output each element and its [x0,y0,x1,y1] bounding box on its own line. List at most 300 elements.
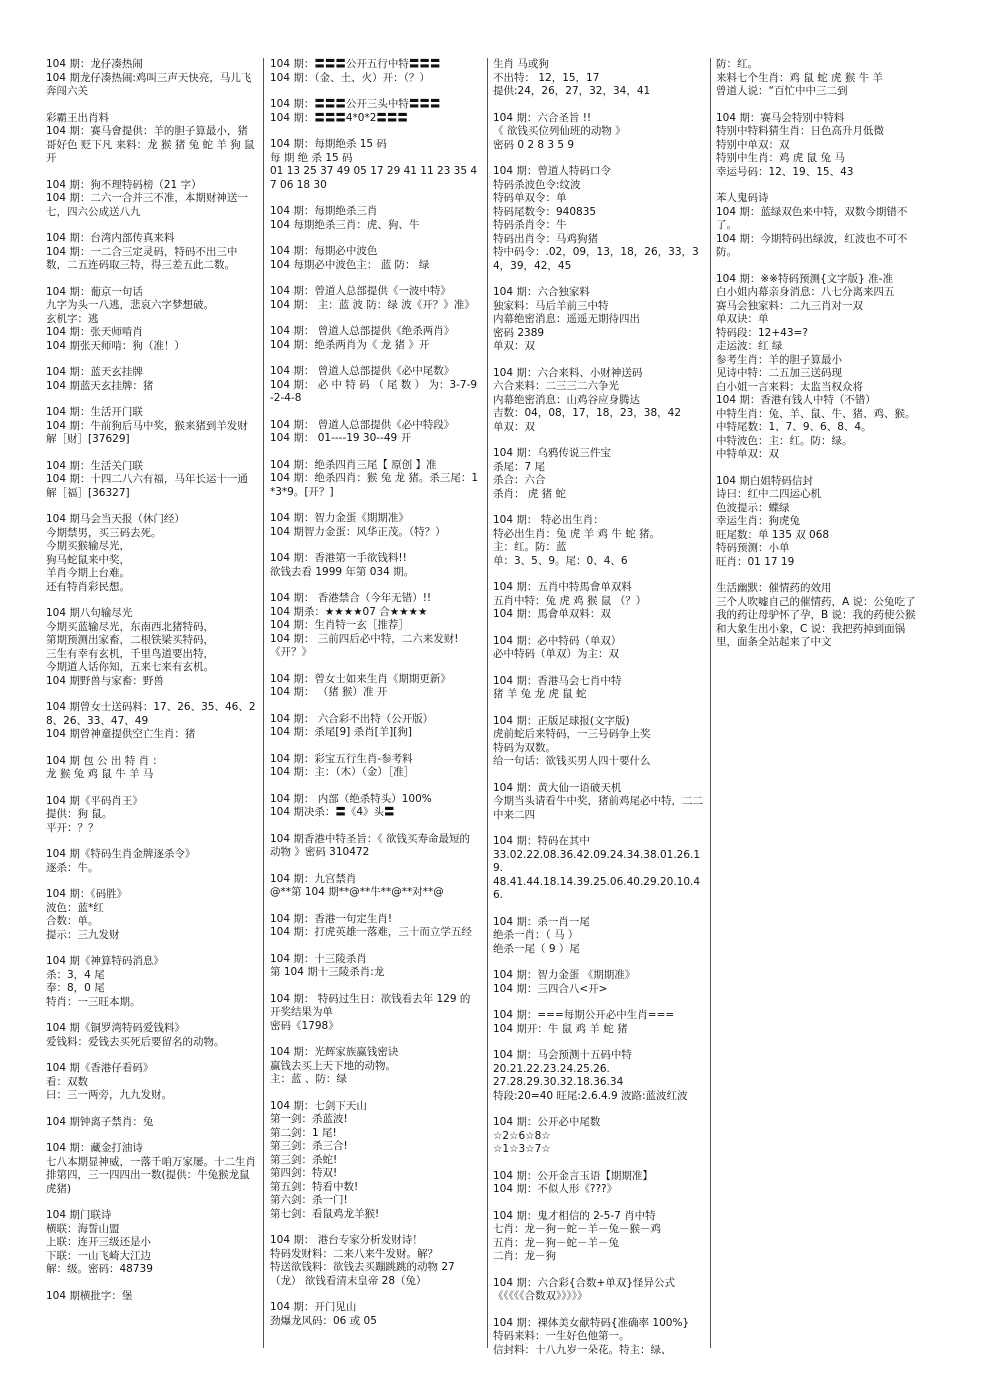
text-line: 104 期：香港第一手欲钱料!! [270,552,407,564]
text-block [493,715,703,769]
text-line: 特码出肖令：马鸡狗猪 [493,232,598,245]
text-line: 绝杀一尾（ 9 ）尾 [493,942,580,955]
text-line: 生活幽默：催情药的效用 [716,582,832,594]
text-line: 绝杀一肖：（ 马 ） [493,929,579,941]
text-block [270,592,480,660]
text-line: 104 期：〓〓〓公开五行中特〓〓〓 [270,58,441,70]
text-line: 104 期：每期绝杀 15 码 [270,138,387,150]
text-line: 104 期：每期绝杀三肖 [270,205,378,217]
text-line: 104 期《特码生肖金牌逐杀令》 [46,848,196,860]
text-line: 104 期开：牛 鼠 鸡 羊 蛇 猪 [493,1022,628,1035]
text-line: 104 期： 曾道人总部提供《必中尾数》 [270,365,455,377]
text-block [270,512,480,539]
text-line: ☆1☆3☆7☆ [493,1143,551,1155]
text-line: 独家料：马后羊前三中特 [493,299,609,312]
text-line: 104 每期必中波色主： 蓝 防： 绿 [270,258,430,271]
text-line: 提供:24，26，27，32，34，41 [493,85,651,97]
text-line: 104 期《香港仔看码》 [46,1062,154,1074]
text-block [493,969,703,996]
text-line: 幸运号码：12、19、15、43 [716,165,854,178]
text-block [270,673,480,700]
text-line: 104 期： （猪 猴）准 开 [270,686,388,698]
text-line: 104 期野兽与家畜：野兽 [46,674,164,687]
text-block [46,795,256,836]
text-block [493,367,703,435]
text-block [493,635,703,662]
text-line: 单双诀：单 [716,313,769,325]
text-line: 104 期：十三陵杀肖 [270,952,367,965]
text-line: 第三剑：杀蛇! [270,1153,338,1166]
text-line: 参考生肖：羊的胆子算最小 [716,353,842,366]
text-block [493,1317,703,1358]
text-line: 104 期：十四二八六有福，马年长运十一通 [46,473,248,485]
text-block [46,1142,256,1196]
text-block [493,1116,703,1157]
text-line: 密码 0 2 8 3 5 9 [493,138,575,151]
text-line: 《《《《《合数双》》》》》 [493,1290,588,1302]
column-divider [487,58,488,1348]
text-block [46,286,256,354]
text-line: 中特单双：双 [716,448,779,460]
text-block [270,138,480,192]
column-2 [270,58,480,1341]
text-line: 不出特： 12，15，17 [493,71,600,84]
text-line: 104 期：赛马会特别中特料 [716,111,845,124]
text-line: 104 期： 特必出生肖： [493,514,604,526]
text-line: 内幕绝密消息：山鸡谷应身腾达 [493,393,640,406]
text-line: 提示：三九发财 [46,928,120,941]
text-line: 104 期八句输尽光 [46,607,133,619]
text-block [46,513,256,594]
text-line: 104 期：绝杀四肖三尾【 原创 】准 [270,458,437,471]
text-line: 104 期决杀：〓《4》头〓 [270,806,395,818]
text-block [270,365,480,406]
text-line: 104 期龙仔凑热闹:鸡叫三声天快亮，马儿飞奔闯六关 [46,71,252,97]
text-line: 中特尾数：1、7、9、6、8、4。 [716,421,872,433]
text-line: 中特生肖：兔、羊、鼠、牛、猪、鸡、猴。 [716,407,916,420]
text-line: 104 期：生肖特一玄［推荐］ [270,619,409,631]
text-line: 20.21.22.23.24.25.26. [493,1062,610,1075]
text-line: 劲爆龙风码：06 或 05 [270,1314,377,1327]
text-line: 特别中特料猜生肖：日色高升月低微 [716,125,884,137]
text-line: 104 期：鬼才相信的 2-5-7 肖中特 [493,1209,656,1222]
text-block [270,1234,480,1288]
text-block [46,406,256,447]
text-line: 特码尾数令：940835 [493,205,597,218]
text-line: 猪 羊 兔 龙 虎 鼠 蛇 [493,688,587,700]
text-line: 104 期：七剑下天山 [270,1099,367,1112]
text-line: 生肖 马或狗 [493,58,549,70]
text-line: 信封料：十八九岁一朵花。特主：绿、 [493,1343,672,1356]
text-line: 104 期：绝杀四肖：猴 兔 龙 猪。杀三尾：1*3*9。[开？] [270,472,479,498]
text-line: 七八本期显神威，一落千咱万家屡。十二生肖排第四，三一四四出一数(提供：牛兔猴龙鼠虎猪) [46,1155,256,1195]
text-line: 特码杀波色令:纹波 [493,178,581,191]
column-divider [263,58,264,1348]
text-line: 104 期：六合来料、小财神送码 [493,366,643,379]
text-line: 第二剑：1 尾! [270,1126,337,1139]
text-line: 今期买猴输尽光， [46,540,130,552]
text-block [493,514,703,568]
text-block [493,1009,703,1036]
text-line: 主：蓝 、防：绿 [270,1073,347,1085]
text-block [46,848,256,875]
text-block [493,286,703,354]
text-line: 三生有幸有玄机，千里鸟道要出特， [46,647,214,660]
text-block [46,888,256,942]
text-line: 内幕绝密消息：遥遥无期待四出 [493,313,640,325]
text-line: 特码单双令：单 [493,192,567,204]
text-block [270,205,480,232]
text-line: 特码来料：一生好色他第一。 [493,1330,630,1342]
text-line: 104 期：蓝绿双色来中特，双数今期错不了。 [716,205,908,231]
column-divider [710,58,711,1348]
text-line: 104 期杀：★★★★07 合★★★★ [270,605,428,618]
text-line: 合数：单。 [46,915,99,927]
text-block [270,993,480,1034]
text-line: 特码为双数。 [493,741,556,754]
text-line: 104 期： 曾道人总部提供《必中特段》 [270,418,455,431]
text-line: 《 欲钱买位列仙班的动物 》 [493,125,626,137]
text-line: 特肖：一三旺本期。 [46,995,141,1008]
text-line: 104 期：《码胜》 [46,888,128,900]
text-line: 104 期曾神童提供空亡生肖：猪 [46,728,196,740]
text-line: 104 期： 01----19 30--49 开 [270,432,412,444]
text-line: 104 期：藏金打油诗 [46,1142,143,1154]
text-block [46,58,256,99]
text-line: 104 期：曾道人总部提供《一波中特》 [270,285,451,297]
text-line: 33.02.22.08.36.42.09.24.34.38.01.26.19. [493,848,701,874]
text-line: 104 期： 六合彩不出特（公开版） [270,712,434,725]
text-line: 特码杀肖令：牛 [493,219,567,231]
text-line: 104 期：每期必中波色 [270,245,378,257]
text-line: 104 期张天师啃：狗（准！） [46,339,185,352]
text-block [46,955,256,1009]
text-line: 104 期横批字：堡 [46,1289,133,1302]
text-line: 104 期：馬會单双料：双 [493,608,611,620]
text-line: 今期当头请看牛中奖，猪前鸡尾必中特，二二中来二四 [493,795,703,821]
text-block [493,112,703,153]
text-block [493,1277,703,1304]
text-line: 104 期白姐特码信封 [716,474,813,487]
text-block [270,245,480,272]
text-line: 104 期：〓〓〓4*0*2〓〓〓 [270,111,408,124]
text-line: 104 期：马会预测十五码中特 [493,1049,632,1061]
text-line: 104 期：智力金蛋《期期准》 [270,512,409,524]
text-line: 104 期： 特码过生日：欲钱看去年 129 的开奖结果为单 [270,992,471,1018]
text-block [46,1022,256,1049]
text-line: 今期禁男，买三码去死。 [46,526,162,539]
text-line: 104 期：智力金蛋 《期期准》 [493,969,636,981]
text-line: 来料七个生肖：鸡 鼠 蛇 虎 猴 牛 羊 [716,71,884,84]
text-line: 104 期： 港台专家分析发财诗！ [270,1234,423,1246]
text-line: 七肖：龙－狗－蛇－羊－兔－猴－鸡 [493,1223,661,1235]
text-line: 特码段：12+43=? [716,326,808,339]
text-line: 单双：双 [493,340,535,352]
text-line: 104 期： 曾道人总部提供《绝杀两肖》 [270,325,455,337]
text-line: 104 期：不似人形《???》 [493,1183,618,1195]
text-line: 虎前蛇后来特码，一三号码争上奖 [493,728,651,740]
text-line: 104 期： 必 中 特 码 （ 尾 数 ） 为：3-7-9-2-4-8 [270,378,478,404]
text-line: 爱钱料：爱钱去买死后要留名的动物。 [46,1035,225,1048]
text-block [270,98,480,125]
text-line: 104 期：生活关门联 [46,459,143,472]
text-line: 赛马会独家料：二九三肖对一双 [716,299,863,312]
text-block [493,581,703,622]
text-line: 104 期：黄大仙一语破天机 [493,781,622,794]
text-line: 104 期：五肖中特馬會单双料 [493,581,632,593]
text-line: 特别中生肖：鸡 虎 鼠 兔 马 [716,152,845,164]
text-line: 104 期：杀尾[9] 杀肖[羊][狗] [270,726,412,738]
text-line: 104 期 包 公 出 特 肖 ： [46,754,163,767]
text-line: 第期预测出家畜，二根铁梁买特码， [46,634,214,646]
text-block [716,58,926,99]
text-line: 104 期：今期特码出绿波，红波也不可不防。 [716,232,908,258]
text-line: 狗马蛇鼠来中奖， [46,553,130,566]
text-block [270,58,480,85]
text-line: 波色：蓝*红 [46,901,104,914]
text-line: 104 期：===每期公开必中生肖=== [493,1009,675,1021]
text-line: 走运波：红 绿 [716,340,783,352]
text-block [270,459,480,500]
text-line: 104 期：裸体美女献特码{准确率 100%} [493,1316,690,1329]
text-line: 104 期：曾道人特码口令 [493,165,611,177]
text-line: 解［财］[37629] [46,433,130,445]
text-line: 第四剑：特双! [270,1167,338,1179]
text-block [270,913,480,940]
text-line: 104 期：龙仔凑热闹 [46,58,143,70]
text-line: 还有特肖彩民想。 [46,580,130,593]
text-block [46,460,256,501]
text-block [493,165,703,273]
text-block [493,835,703,903]
text-block [46,1116,256,1130]
text-line: 48.41.44.18.14.39.25.06.40.29.20.10.46. [493,875,701,901]
text-line: 27.28.29.30.32.18.36.34 [493,1076,624,1088]
text-line: 104 期：开门见山 [270,1301,357,1313]
text-line: 104 期《铜罗湾特码爱钱料》 [46,1022,185,1034]
text-line: 五肖：龙－狗－蛇－羊－兔 [493,1236,619,1249]
text-line: 特段:20=40 旺尾:2.6.4.9 波路:蓝波红波 [493,1089,688,1102]
text-line: 104 期：杀一肖一尾 [493,915,590,928]
text-line: 今期买蓝输尽光，东南西北猪特码， [46,620,214,633]
text-line: 104 期《平码肖王》 [46,794,143,807]
text-block [493,1170,703,1197]
text-block [270,753,480,780]
text-line: 104 期：公开必中尾数 [493,1116,601,1128]
text-block [716,112,926,180]
text-line: 曾道人说：“百忙中中三二到 [716,85,848,97]
text-line: 特别中单双：双 [716,138,790,151]
text-line: 单双：双 [493,420,535,433]
text-block [46,607,256,688]
text-line: 九字为头一八逃，悲哀六字梦想破。 [46,299,214,311]
text-line: 彩霸王出肖料 [46,111,109,124]
text-line: 旺尾数：单 135 双 068 [716,528,830,541]
text-line: 杀尾：7 尾 [493,460,546,473]
text-line: 杀肖： 虎 猪 蛇 [493,487,567,500]
text-line: 色波提示：蝶绿 [716,501,790,514]
text-line: 防：红。 [716,58,758,70]
text-line: 104 期：葡京一句话 [46,285,143,298]
text-line: 主：红。防：蓝 [493,541,567,553]
text-line: 欲钱去看 1999 年第 034 期。 [270,565,415,578]
text-line: 104 期钟离子禁肖：兔 [46,1115,154,1128]
text-line: 五肖中特：兔 虎 鸡 猴 鼠 （？） [493,594,647,607]
text-line: 苯人鬼码诗 [716,192,769,204]
text-block [46,1290,256,1304]
text-line: 104 期：特码在其中 [493,835,590,847]
text-line: 104 期《神算特码消息》 [46,955,164,967]
text-block [270,285,480,312]
text-line: 幸运生肖：狗虎兔 [716,515,800,527]
text-line: 104 期：乌鸦传说三件宝 [493,447,611,459]
text-line: ☆2☆6☆8☆ [493,1129,551,1142]
text-line: 104 期：必中特码（单双） [493,634,622,647]
text-block [493,1049,703,1103]
text-line: 104 期：公开金言玉语【期期准】 [493,1169,653,1182]
text-line: 赢钱去买上天下地的动物。 [270,1059,396,1072]
text-line: 104 期：牛前狗后马中奖，猴来猪到羊发财 [46,419,248,432]
text-block [493,447,703,501]
text-block [270,325,480,352]
text-line: 104 期：蓝天玄挂牌 [46,366,143,378]
text-line: 第 104 期十三陵杀肖:龙 [270,966,385,978]
text-line: 104 期：台湾内部传真来料 [46,232,175,244]
text-line: 二肖：龙－狗 [493,1250,556,1262]
text-line: 104 期：三四合八<开> [493,982,608,995]
text-line: 平开：？？ [46,821,99,834]
text-line: 104 期：一二合三定灵码，特码不出三中数，二五连码取三特，得三差五此二数。 [46,245,238,271]
text-block [46,701,256,742]
text-block [46,1062,256,1103]
text-block [270,1301,480,1328]
text-line: 104 期智力金蛋：风华正茂。（特？） [270,525,446,538]
column-4 [716,58,926,663]
text-block [46,112,256,166]
text-line: 给一句话：欲钱买男人四十要什么 [493,755,651,767]
text-block [46,1209,256,1277]
text-line: 龙 猴 兔 鸡 鼠 牛 羊 马 [46,768,154,780]
text-block [716,475,926,570]
text-line: 104 期：狗不理特码榜（21 字） [46,178,202,191]
text-line: 见诗中特：二五加三送码现 [716,367,842,379]
text-block [46,232,256,273]
text-line: 104 期马会当天报（休门经） [46,513,185,525]
text-block [493,782,703,823]
text-line: 中特波色：主：红。防：绿。 [716,434,853,447]
text-line: 104 期：九宫禁肖 [270,872,357,885]
text-line: 104 期：二六一合并三不准，本期财神送一七，四六公成送八九 [46,192,248,218]
text-line: 01 13 25 37 49 05 17 29 41 11 23 35 47 06 18 30 [270,165,478,191]
text-block [270,873,480,900]
text-line: 特必出生肖：兔 虎 羊 鸡 牛 蛇 猪。 [493,527,661,540]
text-line: 解［福］[36327] [46,486,130,499]
text-line: 杀合：六合 [493,474,546,486]
text-block [716,192,926,260]
text-line: 白小姐内幕亲身消息：八七分离来四五 [716,286,895,298]
text-line: 每 期 绝 杀 15 码 [270,151,353,164]
text-line: 104 期： 三前四后必中特，二六来发财!《开？》 [270,632,459,658]
text-line: 第五剑：特看中数! [270,1180,359,1193]
text-line: 曰：三一两旁，九九发财。 [46,1089,172,1101]
text-line: 上联：连开三级还是小 [46,1236,151,1248]
text-line: 特码预测：小单 [716,542,790,554]
text-line: 104 期：六合独家料 [493,286,590,298]
text-line: 104 期：香港有钱人中特（不错） [716,394,876,406]
text-block [270,419,480,446]
text-block [270,833,480,860]
text-line: 104 期：香港马会七肖中特 [493,674,622,687]
text-block [493,916,703,957]
text-block [493,675,703,702]
text-block [493,1210,703,1264]
text-line: 吉数：04，08，17，18，23，38，42 [493,407,682,419]
text-line: 104 期：（金、土、火）开：（？） [270,71,430,84]
text-line: 104 期：香港一句定生肖! [270,912,393,925]
text-line: 横联：海誓山盟 [46,1222,120,1235]
text-line: 第三剑：杀三合! [270,1140,348,1152]
text-block [270,1100,480,1222]
text-line: 下联：一山飞崎大江边 [46,1249,151,1262]
text-line: 第一剑：杀蓝波! [270,1113,348,1125]
text-line: 提供：狗 鼠。 [46,808,113,820]
text-line: 104 期：张天师啃肖 [46,326,143,338]
text-line: 特中码令：.02，09，13，18，26，33，34，39，42，45 [493,246,699,272]
text-block [270,552,480,579]
text-line: 104 期：〓〓〓公开三头中特〓〓〓 [270,98,441,110]
text-block [270,953,480,980]
text-line: 单：3、5、9。尾：0、4、6 [493,554,628,567]
text-line: 104 期蓝天玄挂牌：猪 [46,379,154,392]
text-line: 104 期门联诗 [46,1209,112,1221]
text-line: 104 期：生活开门联 [46,406,143,418]
text-line: 104 期：绝杀两肖为《 龙 猪 》开 [270,338,430,351]
text-line: 今期道人话你知，五来七来有玄机。 [46,661,214,673]
text-line: 104 期：正版足球报(文字版) [493,714,630,727]
text-line: 104 期香港中特圣旨：《 欲钱买寿命最短的动物 》密码 310472 [270,832,470,858]
text-line: @**第 104 期**@**牛**@**对**@ [270,886,444,898]
text-line: 104 期：光辉家族赢钱密诀 [270,1046,399,1058]
text-line: 104 期：主：（木）（金）［准］ [270,766,415,778]
text-line: 第六剑：杀一门! [270,1194,348,1206]
text-line: 解：级。密码：48739 [46,1263,153,1275]
text-line: 第七剑：看鼠鸡龙羊猴! [270,1207,380,1220]
text-line: 104 期：六合彩{合数+单双}怪异公式 [493,1276,676,1289]
text-line: 旺肖：01 17 19 [716,555,795,568]
text-line: 六合来料：二三三二六争光 [493,380,619,392]
text-block [46,179,256,220]
text-line: 奉：8，0 尾 [46,982,105,994]
text-line: 104 期：彩宝五行生肖-参考料 [270,752,413,765]
text-line: 104 期：※※特码预测{文字版} 准-准 [716,272,893,285]
text-line: 特送欲钱料：欲钱去买蹦跳跳的动物 27（龙） 欲钱看清末皇帝 28（兔） [270,1261,455,1287]
text-block [493,58,703,99]
text-line: 104 期： 主：蓝 波 防：绿 波《开？》准》 [270,298,475,311]
text-line: 必中特码（单双）为主：双 [493,648,619,660]
text-line: 密码《1798》 [270,1019,339,1032]
text-line: 特码发财料：二来八来牛发财。解？ [270,1247,438,1260]
text-block [270,1046,480,1087]
text-block [270,793,480,820]
text-line: 104 期：六合圣旨 !! [493,111,592,124]
text-line: 玄机字：逃 [46,312,99,325]
column-3 [493,58,703,1370]
text-line: 104 期曾女士送码料：17、26、35、46、28、26、33、47、49 [46,701,256,727]
text-line: 104 每期绝杀三肖：虎、狗、牛 [270,218,420,231]
text-line: 104 期： 内部（绝杀特头）100% [270,792,432,805]
text-line: 104 期： 香港禁合（今年无错）!! [270,592,432,604]
text-block [270,713,480,740]
